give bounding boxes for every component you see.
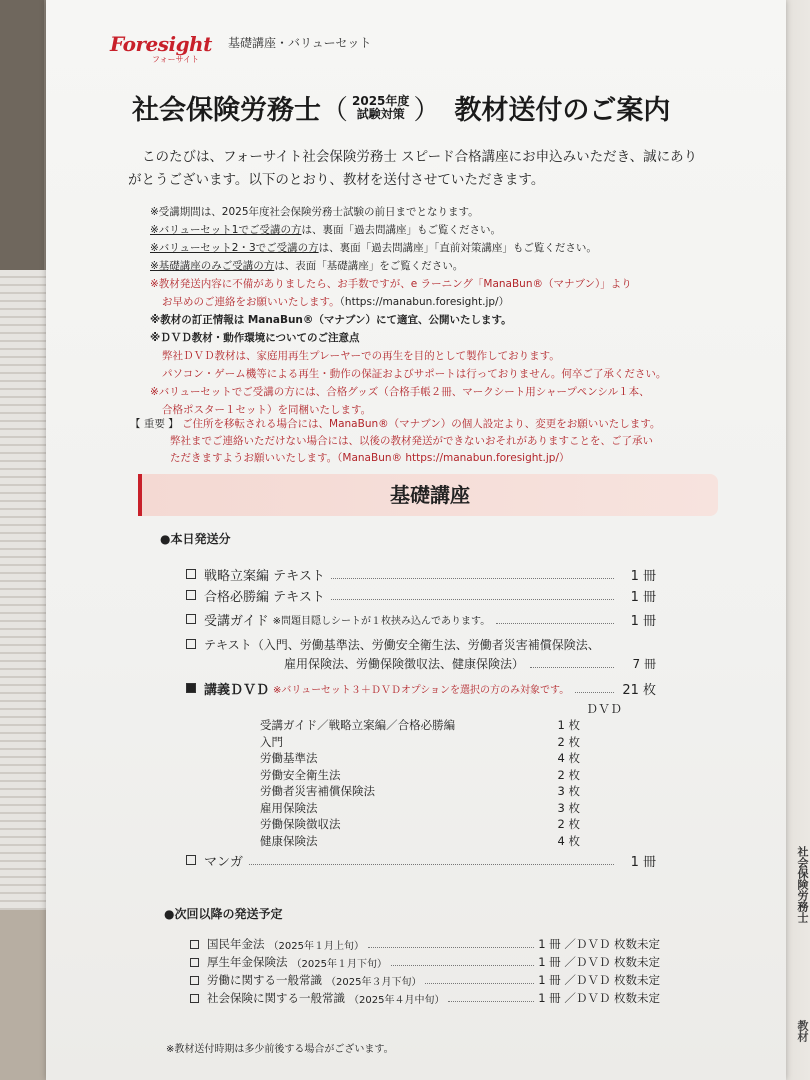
list-item — [190, 953, 660, 971]
note-defect-text: お早めのご連絡をお願いいたします。 — [162, 296, 340, 308]
dvd-row-value: 1 枚 — [557, 718, 580, 732]
item-qty: 1 冊 — [630, 854, 656, 870]
next-item-qty: 1 冊 ／ＤＶＤ 枚数未定 — [538, 991, 660, 1005]
note-goods-line-1: ※バリューセットでご受講の方には、合格グッズ（合格手帳２冊、マークシート用シャープペンシル１本、 — [150, 386, 650, 398]
dvd-row — [260, 833, 580, 850]
dvd-qty: 21 枚 — [622, 682, 656, 698]
today-heading: ●本日発送分 — [160, 532, 231, 546]
dvd-row-label: 雇用保険法 — [260, 800, 318, 815]
checkbox-icon — [186, 855, 196, 865]
leader-dots — [368, 940, 534, 948]
dvd-row-value: 4 枚 — [557, 833, 580, 848]
dvd-note: ※バリューセット３＋ＤＶＤオプションを選択の方のみ対象です。 — [273, 684, 570, 696]
dvd-row-value: 2 枚 — [557, 767, 580, 782]
dvd-item — [186, 678, 656, 698]
item-label: 雇用保険法、労働保険徴収法、健康保険法） — [284, 656, 525, 671]
note-basic-only — [150, 257, 770, 275]
title-main: 社会保険労務士 — [132, 95, 321, 126]
item-label: 合格必勝編 テキスト — [204, 589, 325, 605]
next-item-date: （2025年３月下旬） — [326, 976, 422, 988]
dvd-row-value: 2 枚 — [557, 734, 580, 749]
next-item-qty: 1 冊 ／ＤＶＤ 枚数未定 — [538, 973, 660, 987]
dvd-row-value: 2 枚 — [557, 817, 580, 831]
dvd-row — [260, 783, 580, 800]
dvd-row-label: 労働保険徴収法 — [260, 817, 341, 831]
page-title — [132, 88, 772, 127]
note-value-set-1-underlined: ※バリューセット1でご受講の方 — [150, 224, 302, 236]
title-paren-open: （ — [321, 95, 348, 126]
item-qty: 1 冊 — [630, 589, 656, 605]
book-spine-text-2: 教材 — [796, 1020, 809, 1042]
dvd-label: 講義ＤＶＤ — [204, 682, 270, 698]
filled-square-icon — [186, 683, 196, 693]
note-corrections: ※教材の訂正情報は ManaBun®（マナブン）にて適宜、公開いたします。 — [150, 314, 512, 326]
item-qty: 1 冊 — [630, 568, 656, 584]
note-defect-url: （https://manabun.foresight.jp/） — [339, 296, 510, 308]
section-title: 基礎講座 — [390, 483, 470, 507]
item-label: テキスト（入門、労働基準法、労働安全衛生法、労働者災害補償保険法、 — [204, 637, 600, 652]
section-banner — [138, 474, 718, 516]
next-item-qty: 1 冊 ／ＤＶＤ 枚数未定 — [538, 937, 660, 951]
leader-dots — [391, 958, 534, 966]
next-item-label: 労働に関する一般常識 — [207, 973, 322, 987]
title-suffix: 教材送付のご案内 — [454, 95, 671, 126]
next-item-date: （2025年１月上旬） — [268, 940, 364, 952]
leader-dots — [331, 590, 614, 600]
dvd-row-value: 3 枚 — [557, 784, 580, 798]
next-item-label: 国民年金法 — [207, 937, 265, 951]
dvd-row — [260, 767, 580, 784]
leader-dots — [448, 994, 534, 1002]
intro-line-1: このたびは、フォーサイト社会保険労務士 スピード合格講座にお申込みいただき、誠にあり — [142, 149, 698, 165]
notes-list — [150, 203, 770, 419]
background-left-top — [0, 0, 44, 270]
list-item — [186, 564, 656, 584]
leader-dots — [496, 614, 614, 624]
brand-logo-sub: フォーサイト — [152, 55, 200, 64]
next-item-label: 厚生年金保険法 — [207, 955, 288, 969]
checkbox-icon — [190, 994, 199, 1003]
checkbox-icon — [186, 569, 196, 579]
next-item-qty: 1 冊 ／ＤＶＤ 枚数未定 — [538, 955, 660, 969]
intro-paragraph — [128, 146, 782, 192]
checkbox-icon — [186, 614, 196, 624]
note-dvd-line-1: 弊社ＤＶＤ教材は、家庭用再生プレーヤーでの再生を目的として製作しております。 — [162, 350, 560, 362]
item-note: ※問題目隠しシートが１枚挟み込んであります。 — [272, 615, 491, 627]
dvd-row-label: 労働安全衛生法 — [260, 767, 341, 782]
list-item — [190, 935, 660, 953]
important-line-1: ご住所を移転される場合には、ManaBun®（マナブン）の個人設定より、変更をお願いいたします。 — [182, 418, 661, 430]
note-defect-line-2 — [150, 293, 770, 311]
checkbox-icon — [186, 590, 196, 600]
leader-dots — [331, 569, 614, 579]
item-qty: 7 冊 — [632, 656, 656, 671]
list-item — [190, 971, 660, 989]
brand-logo: Foresight — [110, 32, 212, 56]
note-basic-only-underlined: ※基礎講座のみご受講の方 — [150, 260, 275, 272]
list-item — [186, 585, 656, 605]
important-line-3: ただきますようお願いいたします。（ManaBun® https://manabun.foresight.jp/） — [170, 452, 570, 464]
dvd-row — [260, 750, 580, 767]
title-paren-close: ） — [413, 95, 441, 126]
next-item-date: （2025年１月下旬） — [291, 958, 387, 970]
footer-note: ※教材送付時期は多少前後する場合がございます。 — [166, 1044, 394, 1055]
background-binder-stack — [0, 270, 48, 910]
note-value-set-2-3-underlined: ※バリューセット2・3でご受講の方 — [150, 242, 319, 254]
next-item-label: 社会保険に関する一般常識 — [207, 991, 345, 1005]
dvd-row — [260, 734, 580, 751]
dvd-row-label: 入門 — [260, 734, 283, 749]
item-label: 受講ガイド — [204, 613, 269, 629]
important-line-2: 弊社までご連絡いただけない場合には、以後の教材発送ができないおそれがありますことを、ご了承い — [170, 435, 653, 447]
document-sheet — [46, 0, 786, 1080]
dvd-row-value: 3 枚 — [557, 800, 580, 815]
item-label: マンガ — [204, 854, 244, 870]
note-defect-line-1: ※教材発送内容に不備がありましたら、お手数ですが、e ラーニング「ManaBun®（マナブン）」より — [150, 278, 632, 290]
item-label: 戦略立案編 テキスト — [204, 568, 325, 584]
leader-dots — [575, 683, 614, 693]
note-dvd-heading: ※ＤＶＤ教材・動作環境についてのご注意点 — [150, 332, 360, 344]
note-dvd-line-2: パソコン・ゲーム機等による再生・動作の保証およびサポートは行っておりません。何卒ご了承ください。 — [162, 368, 667, 380]
next-item-date: （2025年４月中旬） — [349, 994, 445, 1006]
title-year-block — [352, 95, 409, 121]
dvd-row — [260, 816, 580, 833]
item-qty: 1 冊 — [630, 613, 656, 629]
dvd-row-label: 受講ガイド／戦略立案編／合格必勝編 — [260, 718, 456, 732]
leader-dots — [425, 976, 534, 984]
course-label: 基礎講座・バリューセット — [228, 36, 372, 50]
dvd-row-label: 労働者災害補償保険法 — [260, 784, 375, 798]
note-value-set-2-3 — [150, 239, 770, 257]
leader-dots — [530, 658, 614, 668]
note-value-set-1-rest: は、裏面「過去問講座」もご覧ください。 — [301, 224, 501, 236]
note-value-set-2-3-rest: は、裏面「過去問講座」「直前対策講座」もご覧ください。 — [318, 242, 597, 254]
note-value-set-1 — [150, 221, 770, 239]
next-heading: ●次回以降の発送予定 — [164, 907, 283, 921]
checkbox-icon — [190, 976, 199, 985]
intro-line-2: がとうございます。以下のとおり、教材を送付させていただきます。 — [128, 172, 545, 188]
important-notice — [130, 416, 770, 467]
dvd-row-value: 4 枚 — [557, 751, 580, 765]
list-item — [190, 989, 660, 1007]
note-period: ※受講期間は、2025年度社会保険労務士試験の前日までとなります。 — [150, 206, 479, 218]
note-basic-only-rest: は、表面「基礎講座」をご覧ください。 — [274, 260, 464, 272]
list-item — [186, 850, 656, 870]
dvd-row — [260, 717, 580, 734]
book-spine-text: 社会保険労務士 — [796, 846, 809, 923]
checkbox-icon — [190, 940, 199, 949]
dvd-row — [260, 800, 580, 817]
list-item — [186, 634, 656, 654]
checkbox-icon — [186, 639, 196, 649]
dvd-breakdown-list — [260, 717, 580, 849]
dvd-row-label: 労働基準法 — [260, 751, 318, 765]
list-item-continued — [186, 653, 656, 673]
note-goods-line-2: 合格ポスター１セット）を同梱いたします。 — [162, 404, 372, 416]
list-item — [186, 609, 656, 629]
leader-dots — [249, 855, 614, 865]
title-purpose: 試験対策 — [356, 106, 405, 121]
important-line-1-row — [130, 416, 770, 433]
dvd-row-label: 健康保険法 — [260, 833, 318, 848]
important-tag: 【 重要 】 — [130, 418, 179, 430]
title-year: 2025年度 — [352, 93, 410, 108]
checkbox-icon — [190, 958, 199, 967]
dvd-column-head: ＤＶＤ — [586, 702, 623, 716]
